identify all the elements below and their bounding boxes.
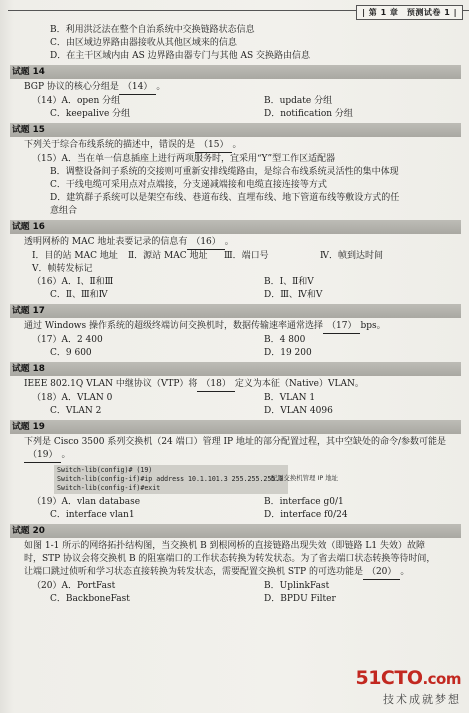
config-code-block <box>54 465 338 494</box>
stem-text: 定义为本征（Native）VLAN。 <box>234 379 364 389</box>
question-stem <box>10 139 461 153</box>
stem-text: bps。 <box>360 321 386 331</box>
option-line: （15）A．当在单一信息插座上进行两项服务时，宜采用“Y”型工作区适配器 <box>32 154 336 164</box>
option: C．BackboneFast <box>50 594 130 604</box>
code-annotation: 配置交换机管理 IP 地址 <box>270 474 338 482</box>
option-row <box>10 392 461 405</box>
stem-text: 。 <box>232 140 242 150</box>
option: C．interface vlan1 <box>50 510 135 520</box>
option: （16）A．Ⅰ、Ⅱ和Ⅲ <box>32 277 114 287</box>
list-item: Ⅳ．帧到达时间 <box>320 251 383 261</box>
stem-text: 透明网桥的 MAC 地址表要记录的信息有 <box>24 237 188 247</box>
code-line: Switch-lib(config)# (19) <box>57 466 153 474</box>
option: B．VLAN 1 <box>264 393 316 403</box>
stem-text: 。 <box>400 567 410 577</box>
stem-text: 时，STP 协议会将交换机 B 的阻塞端口的工作状态转换为转发状态。为了省去端口状态转换等待时间， <box>24 554 436 564</box>
option-row <box>10 593 461 606</box>
option: C．9 600 <box>50 348 92 358</box>
option: D．interface f0/24 <box>264 510 348 520</box>
option: （18）A．VLAN 0 <box>32 393 113 403</box>
stem-text: 下列是 Cisco 3500 系列交换机（24 端口）管理 IP 地址的部分配置过程，其中空缺处的命令/参数可能是 <box>24 437 447 447</box>
question-list <box>10 65 461 606</box>
item-list <box>10 250 461 276</box>
stem-text: 通过 Windows 操作系统的超级终端访问交换机时，数据传输速率通常选择 <box>24 321 323 331</box>
question-stem <box>10 540 461 553</box>
question-stem <box>10 553 461 566</box>
question-block <box>10 420 461 522</box>
answer-blank: （17） <box>323 320 360 334</box>
question-title: 试题 15 <box>10 123 461 137</box>
option: B．update 分组 <box>264 96 333 106</box>
code-line: Switch-lib(config-if)#exit <box>57 484 161 492</box>
chapter-label: | 第 1 章 预测试卷 1 | <box>356 5 463 20</box>
stem-text: IEEE 802.1Q VLAN 中继协议（VTP）将 <box>24 379 198 389</box>
option-line: C．干线电缆可采用点对点端接，分支递减端接和电缆直接连接等方式 <box>50 180 327 190</box>
question-title: 试题 14 <box>10 65 461 79</box>
option-line: 意组合 <box>50 206 78 216</box>
watermark-domain: .com <box>422 670 461 688</box>
list-item: Ⅱ．源站 MAC 地址 <box>128 251 208 261</box>
watermark <box>355 668 461 707</box>
option: B．4 800 <box>264 335 306 345</box>
answer-blank: （15） <box>195 139 232 153</box>
option: （17）A．2 400 <box>32 335 103 345</box>
question-stem <box>10 436 461 449</box>
option-row <box>10 108 461 121</box>
option-row <box>10 496 461 509</box>
stem-text: 如图 1-1 所示的网络拓扑结构图，当交换机 B 到根网桥的直接链路出现失效（即链路 L1 失效）故障 <box>24 541 425 551</box>
question-stem <box>10 378 461 392</box>
page-content <box>10 24 461 606</box>
question-stem <box>10 449 461 463</box>
answer-blank: （20） <box>363 566 400 580</box>
option: D．BPDU Filter <box>264 594 336 604</box>
option: D．VLAN 4096 <box>264 406 333 416</box>
option-row <box>10 276 461 289</box>
answer-blank: （16） <box>187 236 224 250</box>
option: （14）A．open 分组 <box>32 96 121 106</box>
option: B．Ⅰ、Ⅱ和Ⅴ <box>264 277 314 287</box>
code-line: Switch-lib(config-if)#ip address 10.1.101.3 255.255.255.0 <box>57 475 284 483</box>
list-item: Ⅰ．目的站 MAC 地址 <box>32 251 118 261</box>
answer-blank: （14） <box>119 81 156 95</box>
question-title: 试题 18 <box>10 362 461 376</box>
intro-option: B．利用洪泛法在整个自治系统中交换链路状态信息 <box>50 25 255 35</box>
question-stem <box>10 236 461 250</box>
option: D．notification 分组 <box>264 109 353 119</box>
option: C．Ⅱ、Ⅲ和Ⅳ <box>50 290 108 300</box>
option-row <box>10 289 461 302</box>
option: D．19 200 <box>264 348 312 358</box>
option-row <box>10 334 461 347</box>
question-block <box>10 65 461 121</box>
question-block <box>10 304 461 360</box>
answer-blank: （19） <box>24 449 61 463</box>
option-row <box>10 405 461 418</box>
stem-text: BGP 协议的核心分组是 <box>24 82 119 92</box>
option-row <box>10 95 461 108</box>
question-stem <box>10 320 461 334</box>
question-title: 试题 19 <box>10 420 461 434</box>
question-title: 试题 17 <box>10 304 461 318</box>
option-row <box>10 347 461 360</box>
option: B．interface g0/1 <box>264 497 344 507</box>
option-line: B．调整设备间子系统的交接则可重新安排线缆路由，是综合布线系统灵活性的集中体现 <box>50 167 399 177</box>
question-block <box>10 362 461 418</box>
stem-text: 。 <box>61 450 71 460</box>
option: C．VLAN 2 <box>50 406 102 416</box>
option: B．UplinkFast <box>264 581 330 591</box>
intro-option: D．在主干区域内由 AS 边界路由器专门与其他 AS 交换路由信息 <box>50 51 310 61</box>
list-item: Ⅴ．帧转发标记 <box>32 264 93 274</box>
question-title: 试题 20 <box>10 524 461 538</box>
question-title: 试题 16 <box>10 220 461 234</box>
question-stem <box>10 566 461 580</box>
option: D．Ⅲ、Ⅳ和Ⅴ <box>264 290 323 300</box>
intro-option: C．由区域边界路由器接收从其他区域来的信息 <box>50 38 237 48</box>
stem-text: 下列关于综合布线系统的描述中，错误的是 <box>24 140 196 150</box>
stem-text: 。 <box>224 237 234 247</box>
option: （19）A．vlan database <box>32 497 141 507</box>
answer-blank: （18） <box>197 378 234 392</box>
watermark-slogan: 技术成就梦想 <box>383 693 461 706</box>
question-block <box>10 123 461 218</box>
option-line: D．建筑群子系统可以是架空布线、巷道布线、直埋布线、地下管道布线等敷设方式的任 <box>50 193 400 203</box>
intro-options <box>10 24 461 63</box>
watermark-logo-text: 51CTO <box>355 667 423 689</box>
option-row <box>10 509 461 522</box>
question-block <box>10 220 461 302</box>
question-stem <box>10 81 461 95</box>
option-row <box>10 580 461 593</box>
list-item: Ⅲ．端口号 <box>224 251 269 261</box>
stem-text: 让端口跳过侦听和学习状态直接转换为转发状态，需要配置交换机 STP 的可选功能是 <box>24 567 363 577</box>
stem-text: 。 <box>156 82 166 92</box>
option: C．keepalive 分组 <box>50 109 131 119</box>
option: （20）A．PortFast <box>32 581 116 591</box>
question-block <box>10 524 461 606</box>
watermark-logo <box>355 668 461 689</box>
